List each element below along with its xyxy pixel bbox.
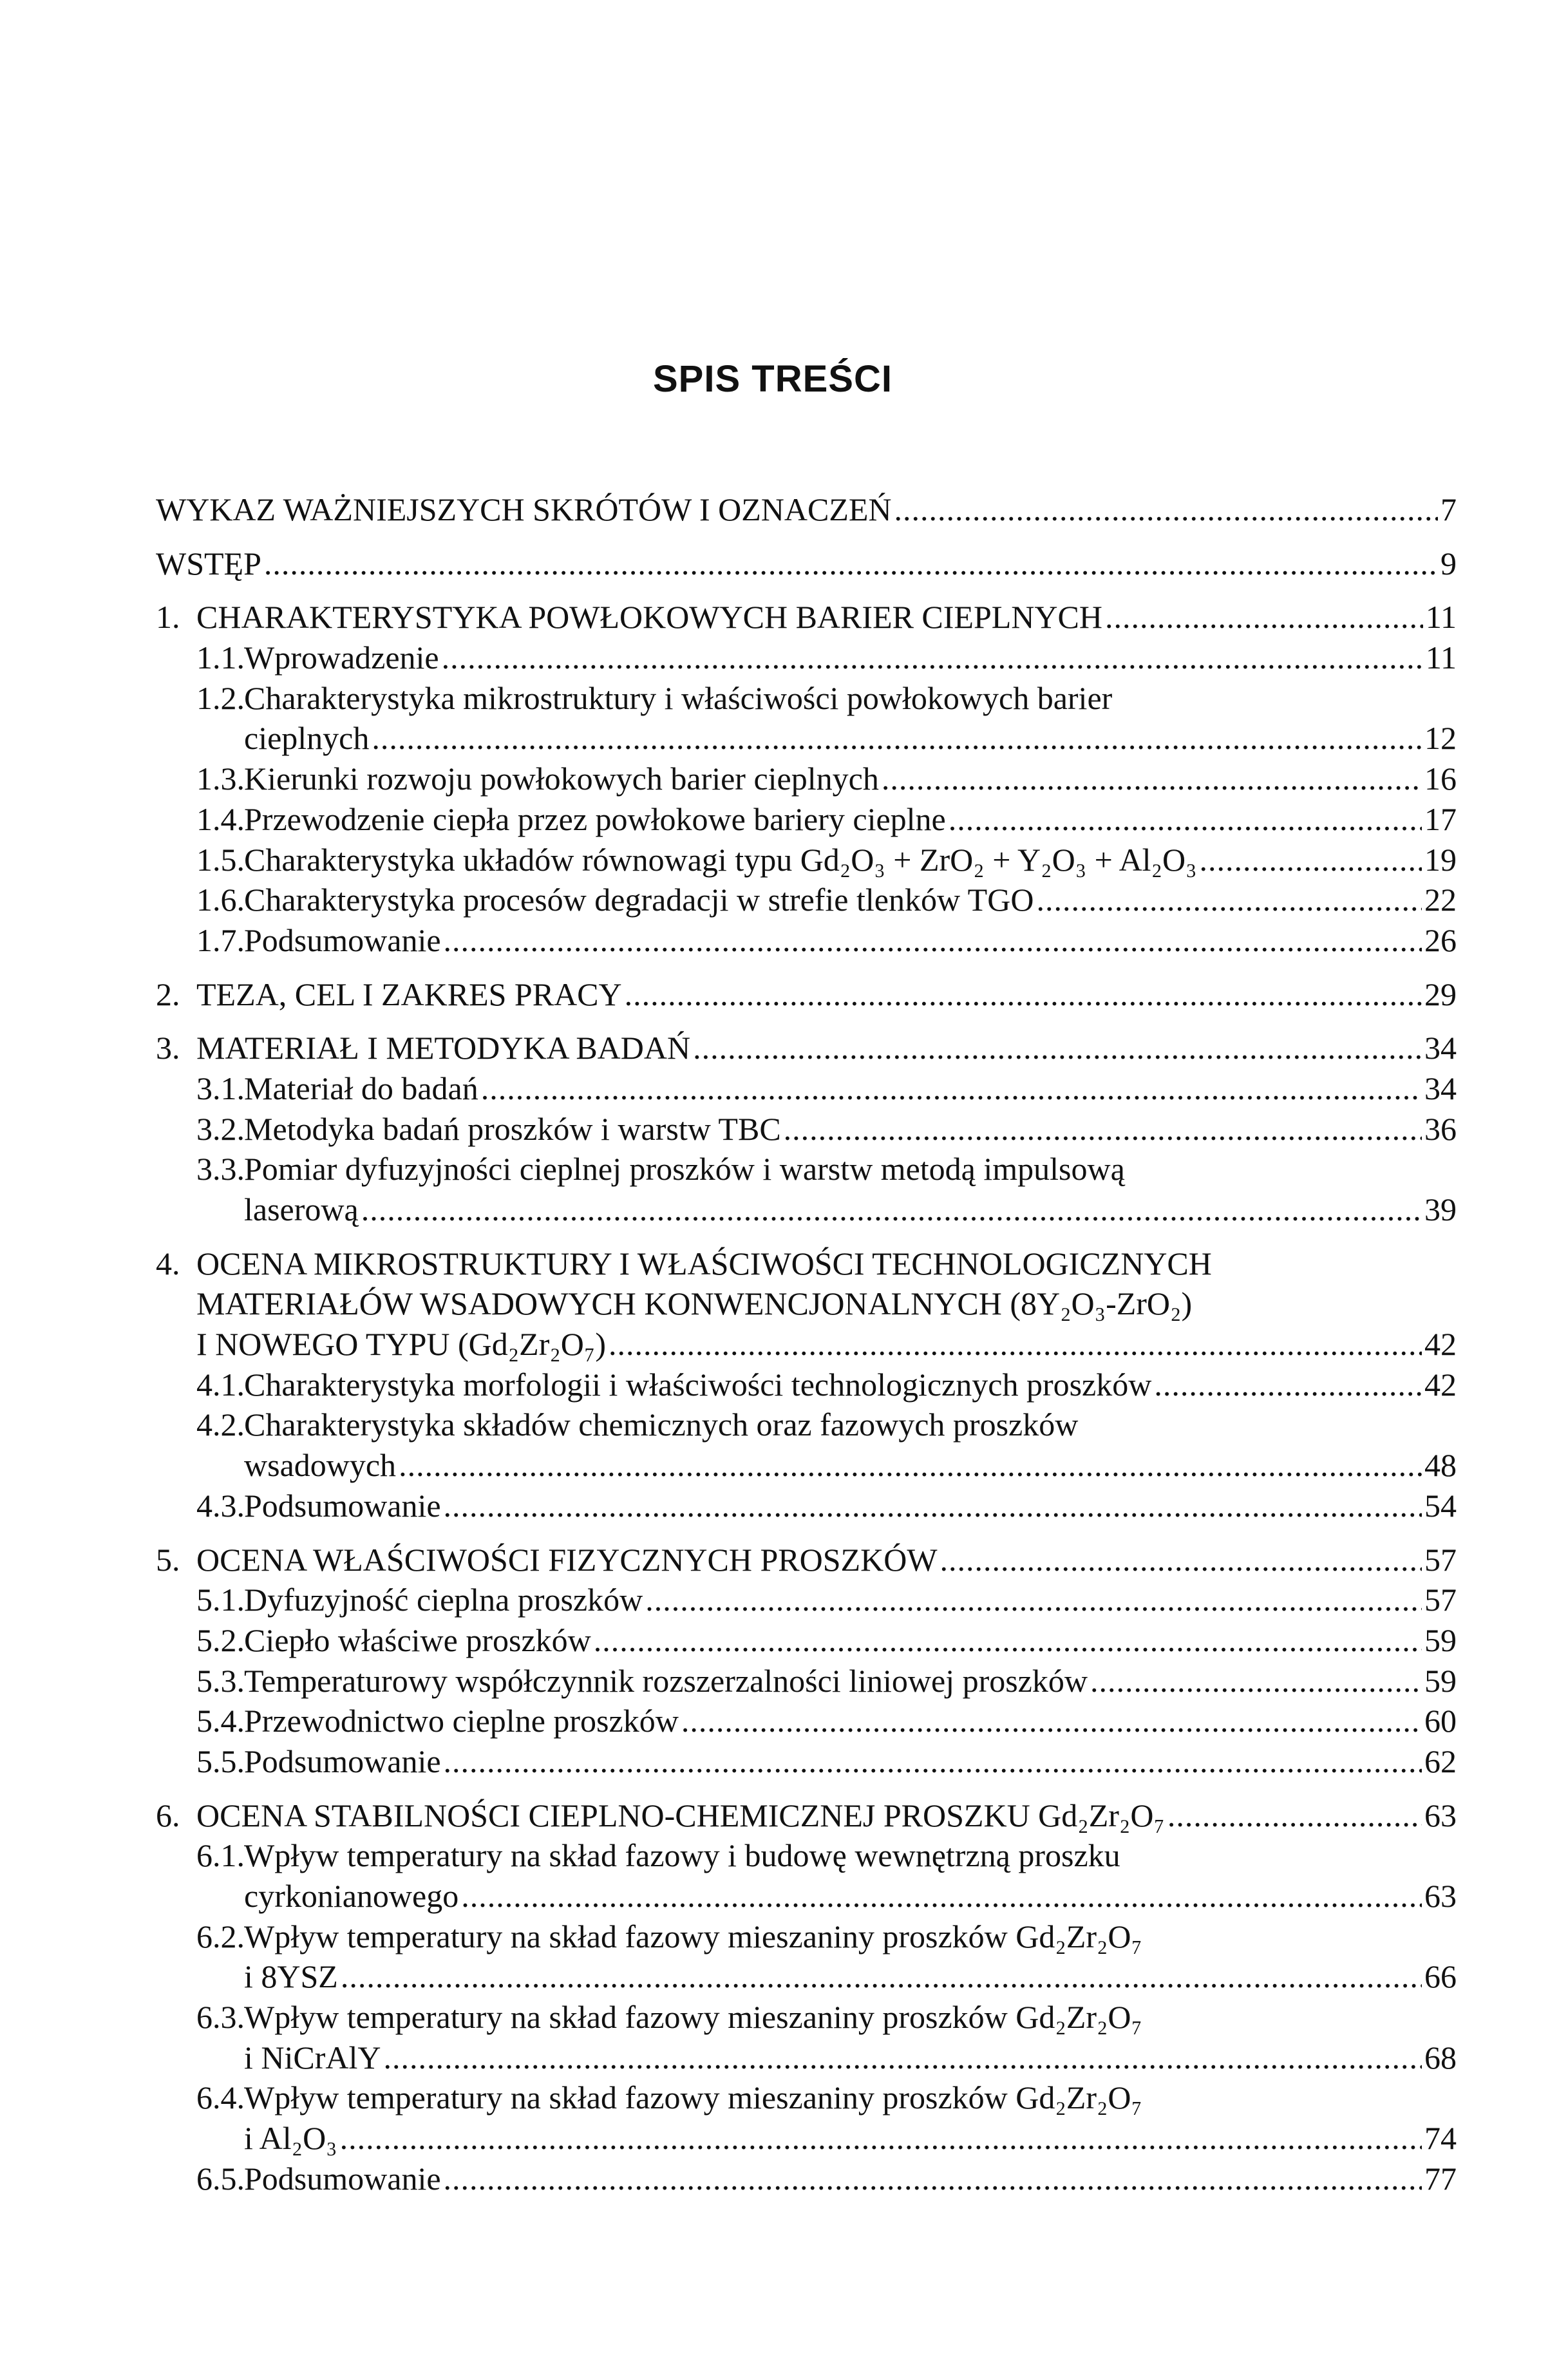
toc-page-number: 17 — [1424, 800, 1457, 837]
toc-entry-line — [196, 2077, 1457, 2118]
toc-subsection-entry[interactable] — [156, 1365, 1457, 1405]
toc-chapter-entry[interactable] — [156, 1540, 1457, 1580]
toc-subsection-entry[interactable] — [156, 1580, 1457, 1620]
toc-entry-title: OCENA MIKROSTRUKTURY I WŁAŚCIWOŚCI TECHNOLOGICZNYCH — [196, 1245, 1212, 1282]
toc-entry-line — [196, 880, 1457, 920]
dot-leader — [1105, 597, 1423, 638]
toc-entry-line — [156, 544, 1457, 584]
toc-page-number: 12 — [1424, 720, 1457, 757]
toc-chapter-entry[interactable] — [156, 1028, 1457, 1068]
toc-entry-title: Wpływ temperatury na skład fazowy mieszaniny proszków Gd₂Zr₂O₇ — [244, 1999, 1142, 2036]
dot-leader — [1036, 880, 1422, 920]
toc-entry-title: i 8YSZ — [244, 1958, 338, 1995]
dot-leader — [1090, 1661, 1422, 1701]
toc-entry-title: Wpływ temperatury na skład fazowy i budowę wewnętrzną proszku — [244, 1837, 1120, 1874]
toc-subsection-entry[interactable] — [156, 1701, 1457, 1741]
toc-entry-line — [196, 1365, 1457, 1405]
toc-entry-title: Charakterystyka układów równowagi typu Gd₂O₃ + ZrO₂ + Y₂O₃ + Al₂O₃ — [244, 841, 1197, 878]
toc-entry-line — [196, 2159, 1457, 2199]
toc-entry-line — [196, 638, 1457, 678]
toc-entry-line — [196, 1956, 1457, 1997]
toc-entry-line — [196, 718, 1457, 759]
toc-page-number: 62 — [1424, 1743, 1457, 1779]
dot-leader — [444, 1741, 1422, 1782]
toc-entry-title: MATERIAŁ I METODYKA BADAŃ — [196, 1030, 691, 1066]
toc-entry-line — [196, 1916, 1457, 1957]
dot-leader — [384, 2038, 1422, 2078]
toc-subsection-entry[interactable] — [156, 1068, 1457, 1109]
toc-page-number: 59 — [1424, 1622, 1457, 1658]
toc-page-number: 68 — [1424, 2039, 1457, 2076]
toc-page-number: 74 — [1424, 2120, 1457, 2157]
toc-entry-title: Kierunki rozwoju powłokowych barier cieplnych — [244, 761, 879, 797]
dot-leader — [609, 1324, 1422, 1365]
toc-entry-number: 5. — [156, 1541, 180, 1578]
toc-subsection-entry[interactable] — [156, 638, 1457, 678]
toc-entry-number: 1.3. — [196, 761, 245, 797]
toc-entry-title: Charakterystyka mikrostruktury i właściwości powłokowych barier — [244, 679, 1113, 716]
toc-entry-number — [196, 718, 244, 759]
toc-entry-title: Charakterystyka składów chemicznych oraz fazowych proszków — [244, 1406, 1079, 1443]
toc-entry-title: Podsumowanie — [244, 922, 441, 958]
toc-entry-number: 1.2. — [196, 679, 245, 716]
toc-page-number: 42 — [1424, 1366, 1457, 1403]
dot-leader — [693, 1028, 1422, 1068]
toc-page-number: 63 — [1424, 1797, 1457, 1833]
toc-entry-title: Pomiar dyfuzyjności cieplnej proszków i warstw metodą impulsową — [244, 1151, 1125, 1188]
toc-entry-line — [196, 1741, 1457, 1782]
toc-entry-number: 6.5. — [196, 2160, 245, 2197]
toc-page-number: 11 — [1425, 599, 1457, 636]
toc-page-number: 57 — [1424, 1582, 1457, 1618]
dot-leader — [882, 759, 1422, 799]
toc-entry-title: WYKAZ WAŻNIEJSZYCH SKRÓTÓW I OZNACZEŃ — [156, 491, 892, 527]
toc-entry-line — [196, 2038, 1457, 2078]
toc-entry-line — [196, 1661, 1457, 1701]
toc-entry-number: 5.2. — [196, 1622, 245, 1658]
toc-entry-title: I NOWEGO TYPU (Gd₂Zr₂O₇) — [196, 1326, 606, 1363]
toc-entry-number: 5.5. — [196, 1743, 245, 1779]
toc-entry-line — [156, 1795, 1457, 1836]
toc-entry-number: 3.1. — [196, 1070, 245, 1106]
toc-entry-title: Podsumowanie — [244, 1487, 441, 1524]
toc-entry-line — [196, 1109, 1457, 1150]
dot-leader — [341, 1956, 1422, 1997]
toc-entry-number — [196, 1189, 244, 1230]
toc-entry-number: 1.6. — [196, 882, 245, 918]
toc-page-number: 9 — [1440, 545, 1457, 582]
toc-entry-line — [196, 1445, 1457, 1486]
toc-entry-line — [196, 1149, 1457, 1189]
toc-page-number: 19 — [1424, 841, 1457, 878]
toc-entry-number — [196, 2038, 244, 2078]
toc-entry-number: 3.3. — [196, 1151, 245, 1188]
toc-entry-line — [196, 1580, 1457, 1620]
toc-page-number: 16 — [1424, 761, 1457, 797]
dot-leader — [372, 718, 1422, 759]
toc-entry-line — [156, 1244, 1457, 1284]
toc-front-entry[interactable] — [156, 489, 1457, 530]
toc-entry-line — [196, 1997, 1457, 2038]
toc-subsection-entry[interactable] — [156, 1149, 1457, 1229]
toc-entry-number — [196, 2118, 244, 2159]
dot-leader — [784, 1109, 1422, 1150]
dot-leader — [625, 974, 1422, 1015]
dot-leader — [681, 1701, 1422, 1741]
toc-entry-title: Temperaturowy współczynnik rozszerzalności liniowej proszków — [244, 1662, 1088, 1699]
toc-entry-line — [196, 759, 1457, 799]
dot-leader — [949, 799, 1422, 840]
toc-page-number: 60 — [1424, 1703, 1457, 1739]
dot-leader — [594, 1620, 1422, 1661]
toc-entry-title: Wpływ temperatury na skład fazowy mieszaniny proszków Gd₂Zr₂O₇ — [244, 2079, 1142, 2116]
toc-entry-title: WSTĘP — [156, 545, 261, 582]
dot-leader — [442, 638, 1423, 678]
toc-entry-number: 6.1. — [196, 1837, 245, 1874]
page-title: SPIS TREŚCI — [653, 358, 893, 400]
dot-leader — [399, 1445, 1422, 1486]
toc-page-number: 66 — [1424, 1958, 1457, 1995]
toc-subsection-entry[interactable] — [156, 1741, 1457, 1782]
toc-page-number: 54 — [1424, 1487, 1457, 1524]
dot-leader — [1154, 1365, 1422, 1405]
toc-entry-number: 2. — [156, 976, 180, 1012]
toc-entry-number: 3.2. — [196, 1110, 245, 1147]
toc-chapter-entry[interactable] — [156, 597, 1457, 638]
toc-entry-title: Charakterystyka morfologii i właściwości technologicznych proszków — [244, 1366, 1152, 1403]
dot-leader — [894, 489, 1438, 530]
toc-entry-line — [196, 799, 1457, 840]
toc-entry-number: 4.1. — [196, 1366, 245, 1403]
toc-entry-line — [156, 489, 1457, 530]
dot-leader — [1200, 840, 1422, 880]
toc-chapter-entry[interactable] — [156, 974, 1457, 1015]
toc-subsection-entry[interactable] — [156, 1997, 1457, 2077]
toc-entry-title: i NiCrAlY — [244, 2039, 381, 2076]
toc-entry-line — [196, 1405, 1457, 1445]
toc-entry-number — [196, 1876, 244, 1916]
table-of-contents — [156, 489, 1457, 2199]
toc-page-number: 11 — [1425, 639, 1457, 676]
dot-leader — [1167, 1795, 1422, 1836]
toc-entry-line — [196, 1620, 1457, 1661]
toc-entry-number: 6.4. — [196, 2079, 245, 2116]
toc-entry-title: MATERIAŁÓW WSADOWYCH KONWENCJONALNYCH (8Y₂O₃-ZrO₂) — [196, 1285, 1193, 1322]
toc-entry-title: OCENA STABILNOŚCI CIEPLNO-CHEMICZNEJ PROSZKU Gd₂Zr₂O₇ — [196, 1797, 1165, 1833]
toc-page-number: 63 — [1424, 1878, 1457, 1914]
dot-leader — [444, 1486, 1422, 1526]
toc-subsection-entry[interactable] — [156, 1661, 1457, 1701]
toc-entry-line — [196, 1876, 1457, 1916]
toc-entry-number: 5.3. — [196, 1662, 245, 1699]
toc-subsection-entry[interactable] — [156, 1835, 1457, 1916]
toc-entry-title: cyrkonianowego — [244, 1878, 459, 1914]
toc-page-number: 59 — [1424, 1662, 1457, 1699]
toc-entry-number: 6. — [156, 1797, 180, 1833]
toc-entry-number: 6.2. — [196, 1918, 245, 1954]
toc-entry-line — [196, 678, 1457, 719]
toc-page-number: 7 — [1440, 491, 1457, 527]
toc-page-number: 26 — [1424, 922, 1457, 958]
toc-subsection-entry[interactable] — [156, 799, 1457, 840]
toc-entry-number: 1.4. — [196, 800, 245, 837]
toc-entry-title: Dyfuzyjność cieplna proszków — [244, 1582, 643, 1618]
dot-leader — [461, 1876, 1422, 1916]
toc-entry-line — [196, 920, 1457, 961]
toc-entry-title: laserową — [244, 1191, 359, 1227]
toc-chapter-entry[interactable] — [156, 1795, 1457, 1836]
toc-page-number: 39 — [1424, 1191, 1457, 1227]
toc-page-number: 57 — [1424, 1541, 1457, 1578]
toc-subsection-entry[interactable] — [156, 840, 1457, 880]
toc-subsection-entry[interactable] — [156, 1405, 1457, 1485]
toc-entry-title: i Al₂O₃ — [244, 2120, 337, 2157]
toc-entry-number — [196, 1956, 244, 1997]
toc-entry-title: CHARAKTERYSTYKA POWŁOKOWYCH BARIER CIEPLNYCH — [196, 599, 1102, 636]
dot-leader — [481, 1068, 1422, 1109]
toc-entry-title: Wpływ temperatury na skład fazowy mieszaniny proszków Gd₂Zr₂O₇ — [244, 1918, 1142, 1954]
toc-entry-number: 6.3. — [196, 1999, 245, 2036]
toc-entry-line — [156, 1540, 1457, 1580]
dot-leader — [444, 920, 1422, 961]
toc-entry-title: Wprowadzenie — [244, 639, 439, 676]
toc-page-number: 34 — [1424, 1030, 1457, 1066]
toc-entry-number — [196, 1445, 244, 1486]
toc-entry-line — [156, 1028, 1457, 1068]
toc-chapter-entry[interactable] — [156, 1244, 1457, 1365]
toc-entry-number: 4. — [156, 1245, 180, 1282]
toc-entry-number: 1.1. — [196, 639, 245, 676]
toc-entry-title: OCENA WŁAŚCIWOŚCI FIZYCZNYCH PROSZKÓW — [196, 1541, 938, 1578]
toc-entry-title: TEZA, CEL I ZAKRES PRACY — [196, 976, 622, 1012]
toc-entry-title: Ciepło właściwe proszków — [244, 1622, 591, 1658]
toc-subsection-entry[interactable] — [156, 1916, 1457, 1997]
toc-entry-number: 3. — [156, 1030, 180, 1066]
dot-leader — [444, 2159, 1422, 2199]
toc-entry-number: 1. — [156, 599, 180, 636]
dot-leader — [645, 1580, 1422, 1620]
toc-front-entry[interactable] — [156, 544, 1457, 584]
toc-entry-title: Metodyka badań proszków i warstw TBC — [244, 1110, 781, 1147]
toc-entry-title: Przewodnictwo cieplne proszków — [244, 1703, 679, 1739]
toc-entry-line — [156, 1324, 1457, 1365]
toc-entry-line — [156, 1283, 1457, 1324]
toc-entry-line — [196, 1068, 1457, 1109]
toc-subsection-entry[interactable] — [156, 759, 1457, 799]
toc-entry-number: 5.4. — [196, 1703, 245, 1739]
toc-page-number: 42 — [1424, 1326, 1457, 1363]
toc-entry-title: Przewodzenie ciepła przez powłokowe bariery cieplne — [244, 800, 946, 837]
toc-page-number: 77 — [1424, 2160, 1457, 2197]
toc-subsection-entry[interactable] — [156, 2159, 1457, 2199]
toc-entry-line — [196, 1486, 1457, 1526]
toc-subsection-entry[interactable] — [156, 1620, 1457, 1661]
toc-subsection-entry[interactable] — [156, 2077, 1457, 2158]
toc-entry-title: cieplnych — [244, 720, 370, 757]
toc-subsection-entry[interactable] — [156, 880, 1457, 920]
toc-entry-number: 1.5. — [196, 841, 245, 878]
toc-entry-title: Charakterystyka procesów degradacji w strefie tlenków TGO — [244, 882, 1034, 918]
dot-leader — [361, 1189, 1422, 1230]
toc-entry-number: 4.3. — [196, 1487, 245, 1524]
toc-subsection-entry[interactable] — [156, 1486, 1457, 1526]
toc-entry-line — [196, 2118, 1457, 2159]
toc-entry-title: Materiał do badań — [244, 1070, 478, 1106]
toc-entry-line — [196, 840, 1457, 880]
toc-entry-line — [156, 597, 1457, 638]
toc-subsection-entry[interactable] — [156, 1109, 1457, 1150]
dot-leader — [264, 544, 1438, 584]
toc-entry-number — [156, 1324, 196, 1365]
toc-entry-number: 1.7. — [196, 922, 245, 958]
toc-page-number: 36 — [1424, 1110, 1457, 1147]
dot-leader — [940, 1540, 1422, 1580]
toc-entry-number: 4.2. — [196, 1406, 245, 1443]
toc-subsection-entry[interactable] — [156, 678, 1457, 759]
toc-entry-line — [196, 1701, 1457, 1741]
toc-entry-number — [156, 1283, 196, 1324]
toc-entry-line — [196, 1835, 1457, 1876]
dot-leader — [340, 2118, 1422, 2159]
toc-page-number: 22 — [1424, 882, 1457, 918]
toc-page-number: 29 — [1424, 976, 1457, 1012]
toc-entry-number: 5.1. — [196, 1582, 245, 1618]
toc-page-number: 48 — [1424, 1447, 1457, 1484]
toc-entry-title: Podsumowanie — [244, 2160, 441, 2197]
toc-entry-line — [196, 1189, 1457, 1230]
toc-subsection-entry[interactable] — [156, 920, 1457, 961]
toc-entry-title: wsadowych — [244, 1447, 397, 1484]
toc-entry-title: Podsumowanie — [244, 1743, 441, 1779]
toc-page-number: 34 — [1424, 1070, 1457, 1106]
toc-entry-line — [156, 974, 1457, 1015]
